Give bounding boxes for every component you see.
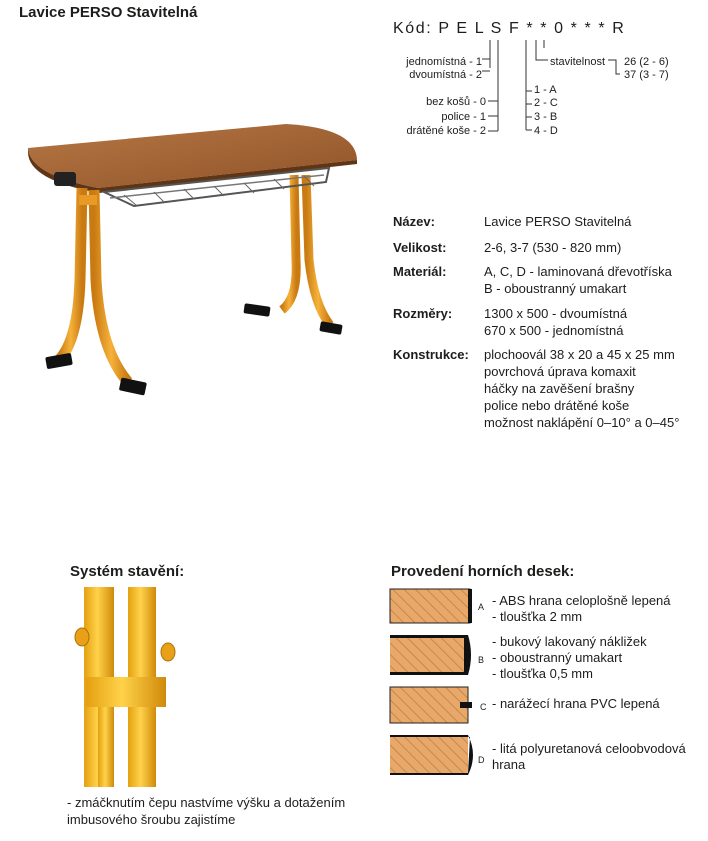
board-letter-c: C: [480, 702, 487, 712]
spec-dims-label: Rozměry:: [393, 306, 453, 321]
board-a-desc: [492, 593, 671, 625]
spec-name-label: Název:: [393, 214, 435, 229]
code-adjust-option-1: 26 (2 - 6): [624, 56, 669, 68]
spec-material-label: Materiál:: [393, 264, 447, 279]
system-note-line: - zmáčknutím čepu nastvíme výšku a dotažením: [67, 795, 346, 810]
spec-material-value: [484, 263, 672, 297]
adjustment-photo: [72, 587, 184, 787]
page-title: Lavice PERSO Stavitelná: [19, 4, 198, 21]
system-note: [67, 794, 345, 828]
system-heading: Systém stavění:: [70, 563, 185, 580]
code-adjust-option-2: 37 (3 - 7): [624, 69, 669, 81]
spec-construct-line: povrchová úprava komaxit: [484, 364, 636, 379]
board-desc-line: - narážecí hrana PVC lepená: [492, 696, 660, 711]
board-letter-d: D: [478, 755, 485, 765]
spec-size-label: Velikost:: [393, 240, 447, 255]
product-code: Kód: P E L S F * * 0 * * * R: [393, 20, 626, 37]
board-b-desc: [492, 634, 647, 682]
code-board-option-2: 2 - C: [534, 97, 558, 109]
spec-construct-line: háčky na zavěšení brašny: [484, 381, 635, 396]
boards-heading: Provedení horních desek:: [391, 563, 575, 580]
spec-material-line: A, C, D - laminovaná dřevotříska: [484, 264, 672, 279]
board-desc-line: - bukový lakovaný nákližek: [492, 634, 647, 649]
spec-construct-label: Konstrukce:: [393, 347, 469, 362]
spec-construct-value: [484, 346, 679, 431]
spec-dims-value: [484, 305, 627, 339]
spec-construct-line: plochoovál 38 x 20 a 45 x 25 mm: [484, 347, 675, 362]
code-basket-option-1: bez košů - 0: [426, 96, 486, 108]
board-samples: [388, 585, 490, 777]
code-basket-option-2: police - 1: [441, 111, 486, 123]
code-left-option-1: jednomístná - 1: [406, 56, 482, 68]
system-note-line: imbusového šroubu zajistíme: [67, 812, 236, 827]
spec-size-value: 2-6, 3-7 (530 - 820 mm): [484, 240, 622, 255]
table-illustration: [24, 120, 364, 415]
board-desc-line: hrana: [492, 757, 526, 772]
board-desc-line: - ABS hrana celoplošně lepená: [492, 593, 671, 608]
board-c-desc: [492, 696, 660, 712]
board-d-desc: [492, 741, 686, 773]
code-board-option-3: 3 - B: [534, 111, 558, 123]
board-desc-line: - litá polyuretanová celoobvodová: [492, 741, 686, 756]
board-letter-a: A: [478, 602, 485, 612]
spec-material-line: B - oboustranný umakart: [484, 281, 627, 296]
spec-construct-line: možnost naklápění 0–10° a 0–45°: [484, 415, 680, 430]
code-board-option-4: 4 - D: [534, 125, 558, 137]
board-desc-line: - tloušťka 0,5 mm: [492, 666, 593, 681]
spec-dims-line: 670 x 500 - jednomístná: [484, 323, 624, 338]
code-board-option-1: 1 - A: [534, 84, 557, 96]
board-letter-b: B: [478, 655, 485, 665]
code-basket-option-3: drátěné koše - 2: [406, 125, 486, 137]
board-desc-line: - tloušťka 2 mm: [492, 609, 583, 624]
spec-name-value: Lavice PERSO Stavitelná: [484, 214, 632, 229]
board-desc-line: - oboustranný umakart: [492, 650, 623, 665]
spec-construct-line: police nebo drátěné koše: [484, 398, 630, 413]
code-left-option-2: dvoumístná - 2: [409, 69, 482, 81]
code-adjust-label: stavitelnost: [550, 56, 606, 68]
spec-dims-line: 1300 x 500 - dvoumístná: [484, 306, 628, 321]
